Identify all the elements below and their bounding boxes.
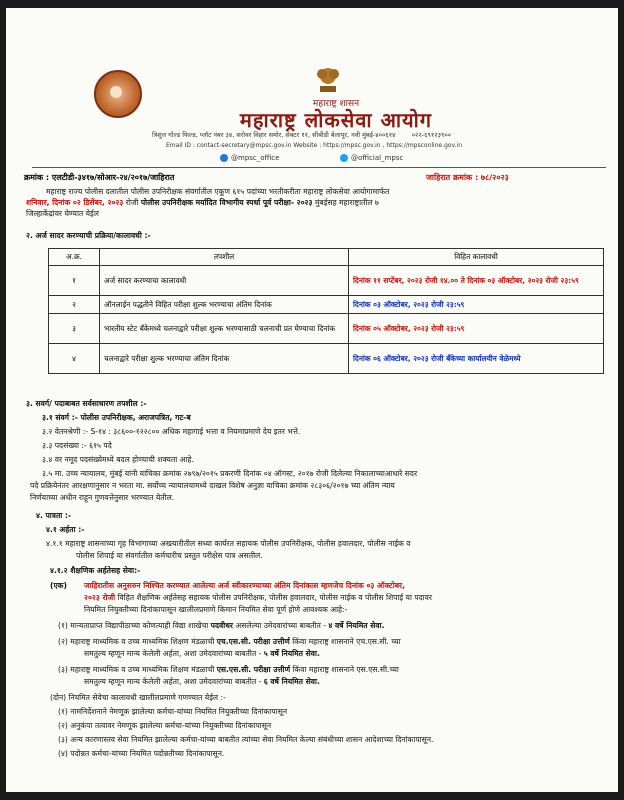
header-email-website: Email ID : contact-secretary@mpsc.gov.in Website : https://mpsc.gov.in , https://mpsconline.gov.in — [166, 142, 463, 149]
s35-line-2: पदे प्रक्रियेनंतर आरक्षणानुसार न भरता मा. सर्वोच्च न्यायालयामध्ये दाखल विशेष अनुज्ञा याचिका क्रमांक २८३०६/२०१७ च्या अंतिम न्याय — [30, 481, 395, 490]
row-detail: भारतीय स्टेट बँकेमध्ये चलनाद्वारे परीक्षा शुल्क भरण्यासाठी चलनाची प्रत घेण्याचा दिनांक — [100, 314, 349, 344]
condition-2-line-2 — [84, 648, 320, 659]
c2-mid: किंवा महाराष्ट्र शासनाने एच.एस.सी. च्या — [289, 637, 401, 646]
row-period: दिनांक ०५ ऑक्टोबर, २०२३ रोजी २३:५९ — [349, 314, 604, 344]
row-detail: ऑनलाईन पद्धतीने विहित परीक्षा शुल्क भरण्याचा अंतिम दिनांक — [100, 296, 349, 314]
s31-cadre: ३.१ संवर्ग :- पोलीस उपनिरीक्षक, अराजपत्रित, गट-ब — [42, 413, 191, 422]
intro-line-3: जिल्हाकेंद्रांवर घेण्यात येईल — [26, 209, 99, 218]
col-header-period: विहित कालावधी — [349, 249, 604, 266]
mpsc-logo — [94, 70, 142, 118]
row-period: दिनांक ०३ ऑक्टोबर, २०२३ रोजी २३:५९ — [349, 296, 604, 314]
c1-text: (१) मान्यताप्राप्त विद्यापीठाच्या कोणत्याही विद्या शाखेचा — [58, 621, 211, 630]
row-detail: चलनाद्वारे परीक्षा शुल्क भरण्याचा अंतिम दिनांक — [100, 344, 349, 374]
row-period: दिनांक ०६ ऑक्टोबर, २०२३ रोजी बँकेच्या कार्यालयीन वेळेमध्ये — [349, 344, 604, 374]
c2-years: ५ वर्षे नियमित सेवा. — [263, 649, 320, 658]
row-no: ४ — [49, 344, 100, 374]
ek-line-2 — [84, 592, 432, 603]
condition-2 — [58, 636, 401, 647]
condition-1 — [58, 620, 384, 631]
facebook-text: @mpsc_office — [231, 154, 280, 162]
header-divider — [32, 167, 606, 168]
col-header-no: अ.क्र. — [49, 249, 100, 266]
c3-text: (३) महाराष्ट्र माध्यमिक व उच्च माध्यमिक शिक्षण मंडळाची — [58, 665, 217, 674]
s411-line-2: पोलीस शिपाई या संवर्गातील कर्मचारीच प्रस्तुत परीक्षेस पात्र असतील. — [76, 551, 263, 560]
s411-line-1: ४.१.१ महाराष्ट्र शासनाच्या गृह विभागाच्या अख्त्यारीतील सध्या कार्यरत सहायक पोलीस उपनिरीक्षक, पोलीस हवालदार, पोलीस नाईक व — [46, 539, 411, 548]
c3-ssc: एस.एस.सी. परीक्षा उत्तीर्ण — [216, 665, 291, 674]
s412-title: ४.१.२ शैक्षणिक अर्हतेसह सेवा:- — [50, 566, 141, 575]
table-header-row — [49, 249, 604, 266]
ek-line-1-text: जाहिरातीस अनुसरुन निश्चित करण्यात आलेल्या अर्ज स्वीकारण्याच्या अंतिम दिनांकास म्हणजेच दिनांक ०३ ऑक्टोबर, — [84, 581, 406, 590]
address-text: त्रिशुल गोल्ड फिल्ड, प्लॉट नंबर ३४, सरोवर विहार समोर, सेक्टर ११, सीबीडी बेलापूर, नवी मुंबई-४००६१४ — [152, 131, 396, 139]
c1-years: ४ वर्षे नियमित सेवा. — [328, 621, 385, 630]
table-row — [49, 266, 604, 296]
s35-line-1: ३.५ मा. उच्च न्यायालय, मुंबई यांनी याचिका क्रमांक २७९७/२०१५ प्रकरणी दिनांक ०४ ऑगस्ट, २०१७ रोजी दिलेल्या निकालाच्याआधारे सदर — [42, 469, 418, 478]
c1-mid: असलेल्या उमेदवारांच्या बाबतीत - — [232, 621, 329, 630]
schedule-table — [48, 248, 604, 374]
twitter-icon — [340, 154, 348, 162]
ashoka-emblem — [314, 64, 342, 94]
intro-line-2 — [26, 197, 612, 208]
service-item-1: (१) नामनिर्देशनाने नेमणूक झालेल्या कर्मचा-यांच्या नियमित नियुक्तीच्या दिनांकापासून — [58, 707, 288, 716]
section-3-title: ३. सवर्ग/ पदाबाबत सर्वसाधारण तपशील :- — [26, 399, 147, 408]
c3-years: ६ वर्षे नियमित सेवा. — [263, 677, 320, 686]
ek-date: २०२३ रोजी — [84, 593, 116, 602]
intro-roji: रोजी — [123, 198, 141, 207]
facebook-handle — [220, 154, 279, 162]
phone-number: ०२२-६९१२३९०० — [411, 131, 452, 139]
header-small-title: महाराष्ट्र शासन — [312, 99, 360, 109]
exam-date: शनिवार, दिनांक ०२ डिसेंबर, २०२३ — [26, 198, 124, 207]
ek-line-3: नियमित नियुक्तीच्या दिनांकापासून खालीलप्रमाणे किमान नियमित सेवा पूर्ण होणे आवश्यक आहे:- — [84, 605, 348, 614]
exam-name: पोलीस उपनिरीक्षक मर्यादित विभागीय स्पर्धा पूर्व परीक्षा- २०२३ — [140, 198, 313, 207]
row-no: २ — [49, 296, 100, 314]
s33-posts: ३.३ पदसंख्या :- ६१५ पदे — [42, 441, 112, 450]
s41-title: ४.१ अर्हता :- — [46, 525, 85, 534]
c3-text-2: समतुल्य म्हणून मान्य केलेली अर्हता, अशा उमेदवारांच्या बाबतीत - — [84, 677, 264, 686]
header-address — [152, 130, 592, 139]
s34-note: ३.४ वर नमूद पदसंख्येमध्ये बदल होण्याची शक्यता आहे. — [42, 455, 194, 464]
service-item-3: (३) अन्य कारणास्तव सेवा नियमित झालेल्या कर्मचा-यांच्या बाबतीत त्यांच्या सेवा नियमित केल्या संबंधीच्या शासन आदेशाच्या दिनांकापासून. — [58, 735, 434, 744]
ek-line-1 — [84, 580, 405, 591]
c2-text: (२) महाराष्ट्र माध्यमिक व उच्च माध्यमिक शिक्षण मंडळाची — [58, 637, 217, 646]
ek-line-2-text: विहित शैक्षणिक अर्हतेसह सहायक पोलीस उपनिरीक्षक, पोलीस हवालदार, पोलीस नाईक व पोलीस शिपाई या पदावर — [115, 593, 432, 602]
c2-text-2: समतुल्य म्हणून मान्य केलेली अर्हता, अशा उमेदवारांच्या बाबतीत - — [84, 649, 264, 658]
c3-mid: किंवा महाराष्ट्र शासनाने एस.एस.सी.च्या — [290, 665, 399, 674]
table-row — [49, 314, 604, 344]
table-row — [49, 344, 604, 374]
section-2-title: २. अर्ज सादर करण्याची प्रक्रिया/कालावधी :- — [26, 231, 151, 240]
intro-line-1: महाराष्ट्र राज्य पोलीस दलातील पोलीस उपनिरीक्षक संवर्गातील एकूण ६१५ पदांच्या भरतीकरीता महाराष्ट्र लोकसेवा आयोगामार्फत — [46, 187, 390, 196]
condition-3 — [58, 664, 399, 675]
row-period: दिनांक ११ सप्टेंबर, २०२३ रोजी १४.०० ते दिनांक ०३ ऑक्टोबर, २०२३ रोजी २३:५९ — [349, 266, 604, 296]
intro-paragraph — [26, 186, 612, 219]
row-detail: अर्ज सादर करण्याचा कालावधी — [100, 266, 349, 296]
table-row — [49, 296, 604, 314]
don-title: (दोन) नियमित सेवेचा कालावधी खालीलप्रमाणे गणण्यात येईल :- — [50, 693, 226, 702]
header-main-title: महाराष्ट्र लोकसेवा आयोग — [239, 108, 433, 132]
document-page — [6, 8, 618, 792]
row-no: ३ — [49, 314, 100, 344]
ek-label: (एक) — [50, 581, 67, 590]
col-header-detail: तपशील — [100, 249, 349, 266]
s32-pay-scale: ३.२ वेतनश्रेणी :- S-१४ : ३८६००-१२२८०० अधिक महागाई भत्ता व नियमाप्रमाणे देय इतर भत्ते. — [42, 427, 301, 436]
row-no: १ — [49, 266, 100, 296]
service-item-4: (४) पदोन्नत कर्मचा-यांच्या नियमित पदोन्नतीच्या दिनांकापासून. — [58, 749, 225, 758]
kramank: क्रमांक : एलटीडी-३४१७/सोआर-२४/२०१७/जाहिरात — [24, 173, 175, 182]
service-item-2: (२) अनुकंपा तत्वावर नेमणूक झालेल्या कर्मचा-यांच्या नियुक्तीच्या दिनांकापासून — [58, 721, 272, 730]
s35-line-3: निर्णयाच्या अधीन राहून गुणवत्तेनुसार भरण्यात येतील. — [30, 493, 175, 502]
c2-hsc: एच.एस.सी. परीक्षा उत्तीर्ण — [216, 637, 290, 646]
facebook-icon — [220, 154, 228, 162]
section-4-title: ४. पात्रता :- — [36, 511, 72, 520]
condition-3-line-2 — [84, 676, 320, 687]
twitter-text: @official_mpsc — [351, 154, 404, 162]
twitter-handle — [340, 154, 403, 162]
intro-centers: मुंबईसह महाराष्ट्रातील ७ — [312, 198, 379, 207]
jahirat-number: जाहिरात क्रमांक : ७८/२०२३ — [426, 173, 509, 182]
c1-graduate: पदवीधर — [210, 621, 233, 630]
